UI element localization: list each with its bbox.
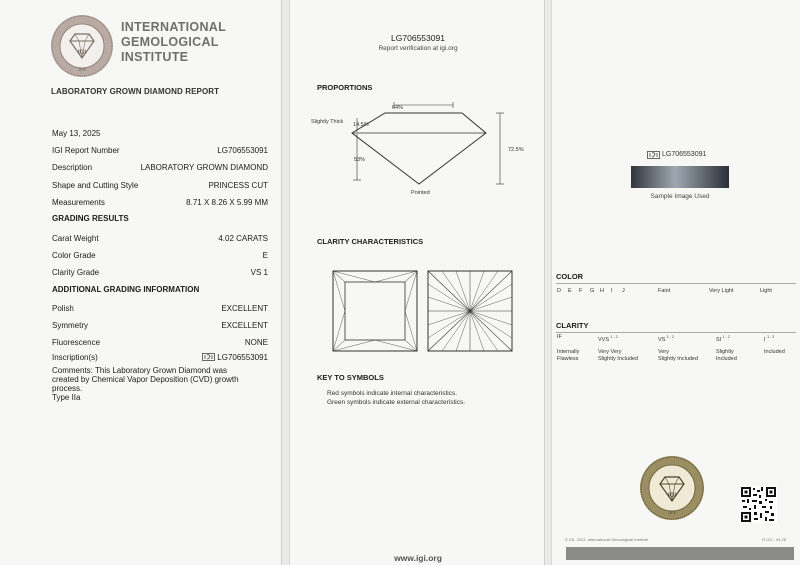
report-panel-middle xyxy=(289,0,545,565)
additional-row xyxy=(52,304,268,314)
clarity-vs xyxy=(658,334,674,343)
field-value: PRINCESS CUT xyxy=(208,181,268,190)
clarity-vs-range: 1 - 2 xyxy=(666,335,674,339)
clarity-characteristics-heading: CLARITY CHARACTERISTICS xyxy=(317,237,424,246)
key-line-red: Red symbols indicate internal characteristics. xyxy=(327,390,458,397)
key-to-symbols-heading: KEY TO SYMBOLS xyxy=(317,373,384,382)
table-percent: 64% xyxy=(392,105,404,111)
inscription-value xyxy=(202,353,268,363)
grading-row xyxy=(52,234,268,244)
color-letter: H xyxy=(600,288,604,294)
clarity-si-code: SI xyxy=(716,336,722,343)
color-faint: Faint xyxy=(658,288,671,294)
igi-seal-icon xyxy=(639,455,705,521)
field-row xyxy=(52,198,268,208)
comments-line: Comments: This Laboratory Grown Diamond was xyxy=(52,366,228,375)
field-value: LABORATORY GROWN DIAMOND xyxy=(140,163,268,172)
crown-percent: 14.5% xyxy=(353,122,369,128)
field-row xyxy=(52,181,268,191)
clarity-si-desc xyxy=(716,349,737,362)
color-letter: D xyxy=(557,288,561,294)
clarity-vs-code: VS xyxy=(658,336,666,343)
field-label: Description xyxy=(52,163,93,172)
color-letter: E xyxy=(568,288,572,294)
field-row xyxy=(52,163,268,173)
clarity-vvs-code: VVS xyxy=(598,336,610,343)
grading-label: Carat Weight xyxy=(52,234,99,243)
comments-line: created by Chemical Vapor Deposition (CVD) growth xyxy=(52,375,239,384)
grading-value: E xyxy=(262,251,268,260)
grading-row xyxy=(52,251,268,261)
clarity-if-desc-line: Flawless xyxy=(557,355,579,362)
clarity-plot-crown xyxy=(332,270,418,352)
color-letter: I xyxy=(611,288,613,294)
qr-code-icon[interactable] xyxy=(740,486,777,523)
igi-monogram-icon xyxy=(202,353,215,361)
clarity-si xyxy=(716,334,730,343)
field-value: 8.71 X 8.26 X 5.99 MM xyxy=(186,198,268,207)
institute-name xyxy=(121,20,226,65)
additional-grading-heading: ADDITIONAL GRADING INFORMATION xyxy=(52,285,200,294)
culet-label: Pointed xyxy=(411,190,430,196)
clarity-i-range: 1 - 3 xyxy=(767,335,775,339)
seal-monogram: IGI xyxy=(77,50,87,56)
grading-row xyxy=(52,268,268,278)
inscription-text: LG706553091 xyxy=(217,353,268,362)
clarity-vvs-desc-line: Slightly Included xyxy=(598,355,639,362)
pavilion-percent: 53% xyxy=(354,157,366,163)
grading-label: Clarity Grade xyxy=(52,268,100,277)
additional-value: EXCELLENT xyxy=(221,321,268,330)
clarity-i-code: I xyxy=(764,336,766,343)
clarity-vs-desc-line: Slightly Included xyxy=(658,355,699,362)
sample-caption: Sample Image Used xyxy=(650,193,710,200)
security-strip xyxy=(566,547,794,560)
additional-row xyxy=(52,321,268,331)
footer-code: R.GO - 04.25 xyxy=(762,537,786,542)
additional-label: Fluorescence xyxy=(52,338,101,347)
additional-row xyxy=(52,353,268,363)
clarity-vvs-desc-line: Very Very xyxy=(598,349,622,355)
additional-value: NONE xyxy=(244,338,268,347)
girdle-label: Slightly Thick xyxy=(311,119,344,125)
additional-row xyxy=(52,338,268,348)
sample-inscription-text: LG706553091 xyxy=(662,151,707,158)
additional-label: Inscription(s) xyxy=(52,353,98,362)
grading-results-heading: GRADING RESULTS xyxy=(52,214,129,223)
institute-name-line2: GEMOLOGICAL xyxy=(121,35,219,49)
clarity-si-desc-line: Included xyxy=(716,355,737,362)
additional-label: Polish xyxy=(52,304,74,313)
additional-label: Symmetry xyxy=(52,321,88,330)
grading-label: Color Grade xyxy=(52,251,96,260)
report-date: May 13, 2025 xyxy=(52,129,101,138)
field-value: LG706553091 xyxy=(217,146,268,155)
grading-value: VS 1 xyxy=(250,268,268,277)
grading-value: 4.02 CARATS xyxy=(218,234,268,243)
verify-text: Report verification at igi.org xyxy=(378,45,458,52)
depth-percent: 72.5% xyxy=(508,147,524,153)
key-line-green: Green symbols indicate external characteristics. xyxy=(327,399,466,406)
clarity-if-desc-line: Internally xyxy=(557,349,580,355)
color-letter: G xyxy=(590,288,595,294)
clarity-i-desc: Included xyxy=(764,349,785,355)
report-title: LABORATORY GROWN DIAMOND REPORT xyxy=(51,87,220,96)
field-row xyxy=(52,146,268,156)
institute-name-line1: INTERNATIONAL xyxy=(121,20,227,34)
proportions-heading: PROPORTIONS xyxy=(317,83,373,92)
footer-copyright: © IGI, 2021. International Gemological Institute xyxy=(565,537,649,542)
clarity-vvs-range: 1 - 2 xyxy=(610,335,618,339)
clarity-scale-heading: CLARITY xyxy=(556,321,589,330)
igi-seal-logo-icon xyxy=(50,14,114,78)
color-letter: J xyxy=(622,288,625,294)
comments-line: Type IIa xyxy=(52,393,81,402)
seal-year: 1975 xyxy=(78,68,86,72)
clarity-if-desc xyxy=(557,349,579,362)
clarity-vs-desc-line: Very xyxy=(658,349,670,355)
clarity-si-desc-line: Slightly xyxy=(716,349,734,355)
color-light: Light xyxy=(760,288,772,294)
clarity-vvs-desc xyxy=(598,349,638,362)
field-label: Measurements xyxy=(52,198,105,207)
report-panel-left xyxy=(0,0,282,565)
comments-line: process. xyxy=(52,384,83,393)
institute-name-line3: INSTITUTE xyxy=(121,50,189,64)
clarity-if: IF xyxy=(557,334,562,340)
website-url[interactable]: www.igi.org xyxy=(394,553,442,563)
igi-monogram-icon xyxy=(647,151,660,159)
color-letter: F xyxy=(579,288,583,294)
seal-year: 1975 xyxy=(668,511,676,515)
clarity-vvs xyxy=(598,334,618,343)
report-panel-right xyxy=(551,0,800,565)
clarity-plot-pavilion xyxy=(427,270,513,352)
comments xyxy=(52,366,274,402)
clarity-scale-divider xyxy=(556,332,796,333)
color-very-light: Very Light xyxy=(709,288,734,294)
clarity-si-range: 1 - 2 xyxy=(722,335,730,339)
color-scale-divider xyxy=(556,283,796,284)
clarity-i xyxy=(764,334,774,343)
field-label: Shape and Cutting Style xyxy=(52,181,139,190)
seal-monogram: IGI xyxy=(667,493,677,499)
field-label: IGI Report Number xyxy=(52,146,120,155)
additional-value: EXCELLENT xyxy=(221,304,268,313)
report-date-row xyxy=(52,129,268,139)
verify-report-number: LG706553091 xyxy=(391,33,445,43)
color-scale-heading: COLOR xyxy=(556,272,584,281)
clarity-vs-desc xyxy=(658,349,698,362)
